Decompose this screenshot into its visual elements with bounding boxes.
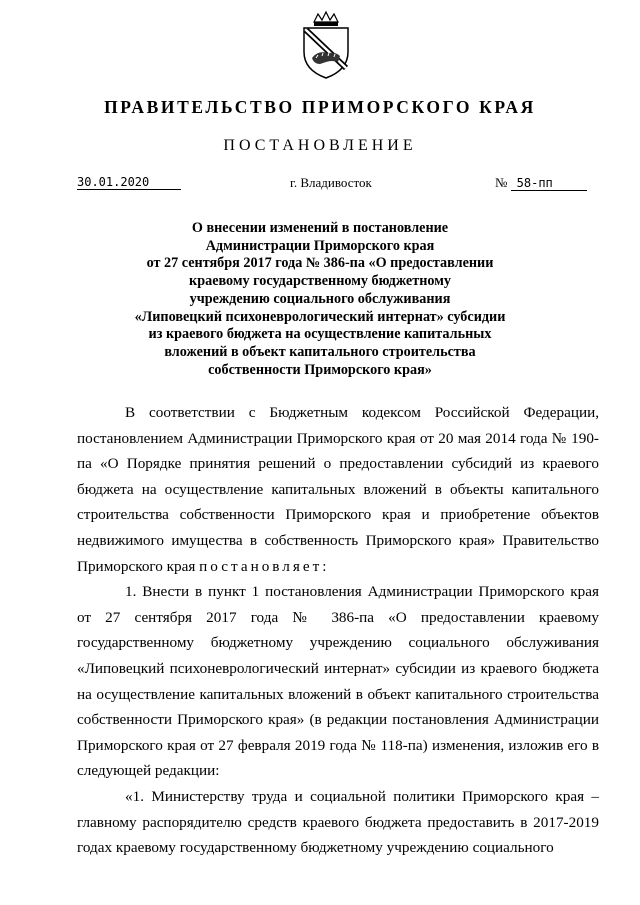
subject-line: из краевого бюджета на осуществление капитальных (148, 326, 492, 343)
body-paragraph: 1. Внести в пункт 1 постановления Администрации Приморского края от 27 сентября 2017 года № 386-па «О предоставлении краевому государственному бюджетному учреждению социального обслуживания «Липовецкий психоневрологический интернат» субсидии из краевого бюджета на осуществление капитальных вложений в объект капитального строительства собственности Приморского края» (в редакции постановления Администрации Приморского края от 27 февраля 2019 года № 118-па) изменения, изложив его в следующей редакции: (77, 583, 599, 780)
number-value: 58-пп (511, 176, 587, 191)
body-paragraph: «1. Министерству труда и социальной политики Приморского края – главному распорядителю средств краевого бюджета предоставить в 2017-2019 годах краевому государственному бюджетному учреждению социального (77, 787, 599, 857)
body-paragraph (77, 400, 599, 579)
decree-word: постановляет: (199, 557, 330, 575)
document-date: 30.01.2020 (77, 175, 181, 190)
government-title: ПРАВИТЕЛЬСТВО ПРИМОРСКОГО КРАЯ (104, 97, 536, 117)
document-type: ПОСТАНОВЛЕНИЕ (223, 137, 417, 154)
subject-line: от 27 сентября 2017 года № 386-па «О предоставлении (146, 255, 494, 272)
subject-line: О внесении изменений в постановление (191, 220, 449, 236)
subject-line: вложений в объект капитального строительства (164, 343, 476, 360)
document-subject (0, 220, 640, 379)
paragraph-text: В соответствии с Бюджетным кодексом Российской Федерации, постановлением Администрации Приморского края от 20 мая 2014 года № 190-па «О Порядке принятия решений о предоставлении субсидий из краевого бюджета на осуществление капитальных вложений в объекты капитального строительства собственности Приморского края и приобретение объектов недвижимого имущества в собственность Приморского края» Правительство Приморского края (77, 404, 599, 575)
document-city: г. Владивосток (290, 175, 372, 190)
subject-line: краевому государственному бюджетному (189, 273, 451, 290)
number-label: № (495, 175, 508, 190)
subject-line: собственности Приморского края» (208, 361, 432, 378)
coat-of-arms-icon (296, 8, 356, 80)
document-body (77, 400, 599, 861)
subject-line: Администрации Приморского края (205, 237, 435, 254)
document-number (495, 175, 587, 191)
subject-line: «Липовецкий психоневрологический интернат» субсидии (134, 308, 506, 325)
subject-line: учреждению социального обслуживания (189, 290, 451, 307)
